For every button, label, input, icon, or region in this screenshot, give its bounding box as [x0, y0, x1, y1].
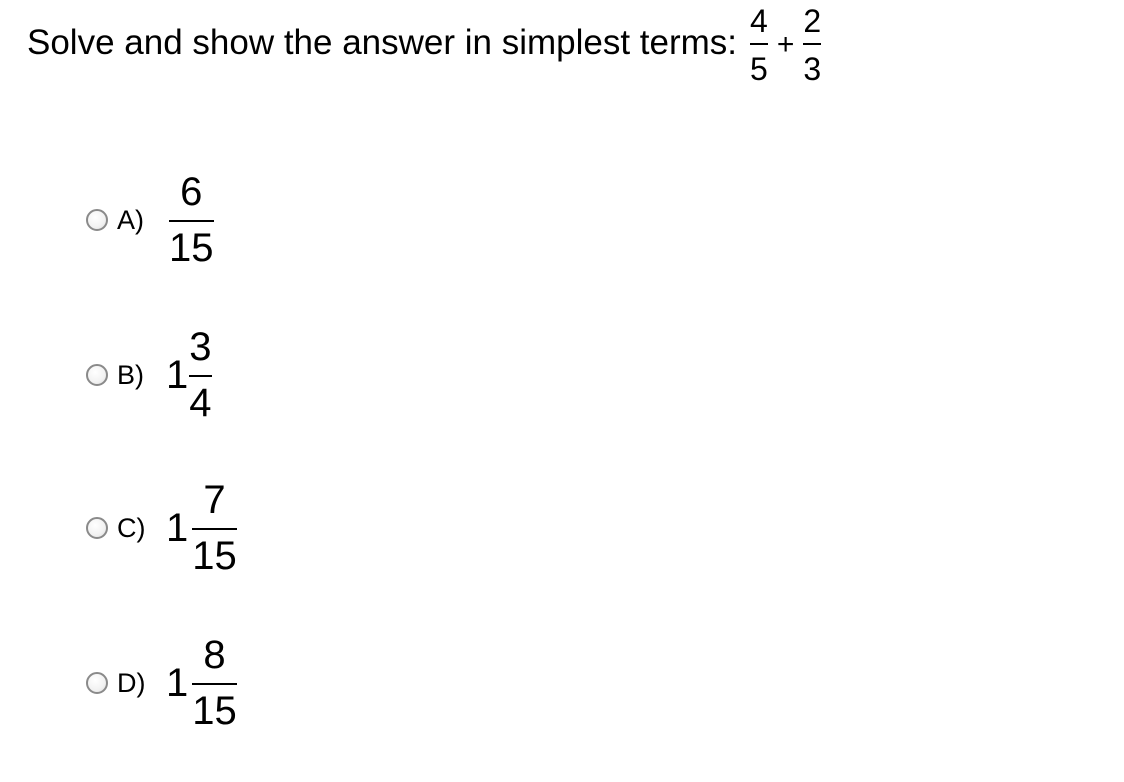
answer-c-denominator: 15 — [192, 534, 237, 578]
answer-c-whole: 1 — [166, 506, 189, 550]
plus-operator: + — [776, 28, 795, 61]
answer-d-denominator: 15 — [192, 689, 237, 733]
answer-b-denominator: 4 — [189, 381, 212, 425]
radio-button-c[interactable] — [86, 517, 108, 539]
answer-c-numerator: 7 — [203, 478, 226, 522]
option-label-a: A) — [117, 204, 144, 235]
fraction-bar — [192, 683, 237, 685]
answer-c — [166, 480, 240, 576]
fraction-right-denominator: 3 — [803, 51, 822, 87]
answer-c-fraction — [189, 480, 240, 576]
answer-d-fraction — [189, 635, 240, 731]
fraction-right — [802, 5, 822, 85]
question-text: Solve and show the answer in simplest terms: — [27, 23, 738, 62]
answer-d — [166, 635, 240, 731]
fraction-bar — [192, 528, 237, 530]
option-label-b: B) — [117, 359, 144, 390]
answer-b-whole: 1 — [166, 353, 189, 397]
fraction-left — [749, 5, 769, 85]
fraction-bar — [189, 375, 211, 377]
fraction-right-numerator: 2 — [803, 3, 822, 39]
radio-button-d[interactable] — [86, 672, 108, 694]
question-expression — [749, 5, 822, 85]
radio-button-a[interactable] — [86, 209, 108, 231]
answer-a-denominator: 15 — [169, 226, 214, 270]
option-a[interactable] — [86, 160, 217, 280]
fraction-bar — [803, 43, 821, 45]
answer-d-whole: 1 — [166, 661, 189, 705]
answer-a — [166, 172, 217, 268]
fraction-left-numerator: 4 — [750, 3, 768, 39]
fraction-bar — [169, 220, 214, 222]
option-label-d: D) — [117, 667, 146, 698]
answer-a-fraction — [166, 172, 217, 268]
radio-button-b[interactable] — [86, 364, 108, 386]
answer-a-numerator: 6 — [180, 170, 203, 214]
fraction-bar — [750, 43, 768, 45]
option-c[interactable] — [86, 468, 240, 588]
answer-b-fraction — [189, 327, 211, 423]
question — [27, 0, 822, 90]
answer-d-numerator: 8 — [203, 633, 226, 677]
option-d[interactable] — [86, 623, 240, 743]
option-label-c: C) — [117, 512, 146, 543]
answer-b — [166, 327, 212, 423]
fraction-left-denominator: 5 — [750, 51, 768, 87]
option-b[interactable] — [86, 315, 212, 435]
answer-b-numerator: 3 — [189, 325, 212, 369]
